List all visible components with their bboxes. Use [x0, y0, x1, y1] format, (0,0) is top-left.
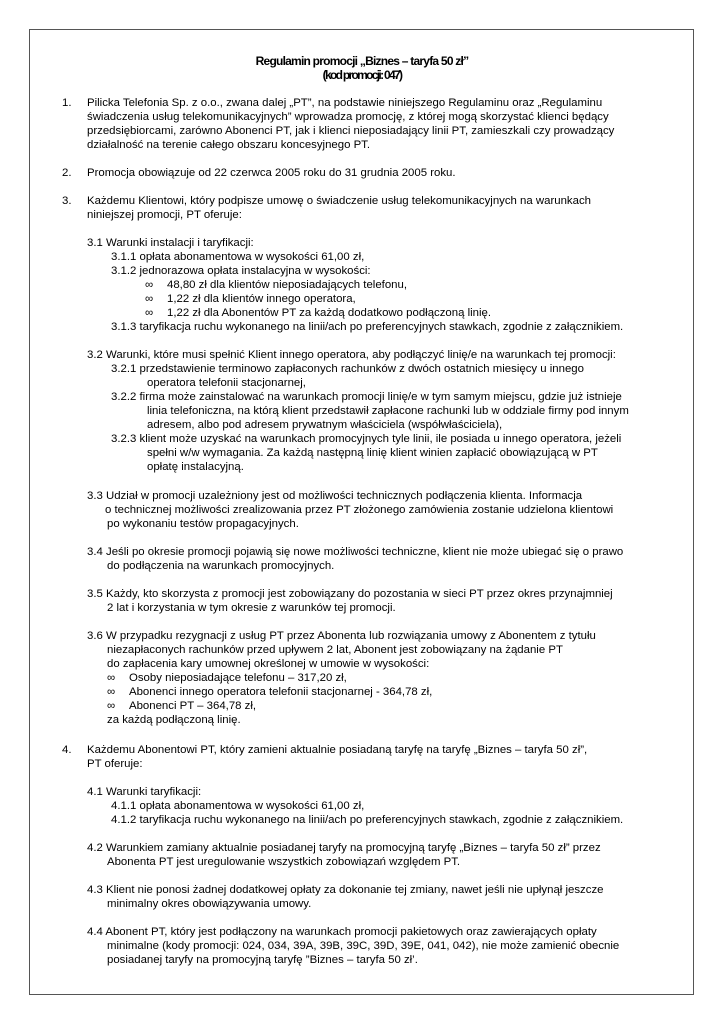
- item-3-2-1: operatora telefonii stacjonarnej,: [147, 377, 306, 389]
- paragraph-3-line: Każdemu Klientowi, który podpisze umowę o świadczenie usług telekomunikacyjnych na warunkach: [87, 195, 591, 207]
- item-3-2-2: 3.2.2 firma może zainstalować na warunkach promocji linię/e w tym samym miejscu, gdzie już istnieje: [111, 391, 622, 403]
- infinity-bullet-icon: ∞: [145, 279, 154, 291]
- paragraph-number: 1.: [62, 97, 72, 109]
- item-3-1-2: 3.1.2 jednorazowa opłata instalacyjna w wysokości:: [111, 265, 371, 277]
- paragraph-4-line: PT oferuje:: [87, 758, 143, 770]
- paragraph-3-line: niniejszej promocji, PT oferuje:: [87, 209, 242, 221]
- item-3-2-3: spełni w/w wymagania. Za każdą następną linię klient winien zapłacić obowiązującą w PT: [147, 447, 598, 459]
- paragraph-1-line: działalność na terenie całego obszaru koncesyjnego PT.: [87, 139, 371, 151]
- infinity-bullet-icon: ∞: [145, 293, 154, 305]
- paragraph-number: 4.: [62, 744, 72, 756]
- section-3-6: 3.6 W przypadku rezygnacji z usług PT przez Abonenta lub rozwiązania umowy z Abonentem z tytułu: [87, 630, 596, 642]
- item-3-1-1: 3.1.1 opłata abonamentowa w wysokości 61,00 zł,: [111, 251, 365, 263]
- infinity-bullet-icon: ∞: [107, 700, 116, 712]
- promotion-code: (kod promocji: 047): [322, 68, 402, 82]
- section-3-3: 3.3 Udział w promocji uzależniony jest od możliwości technicznych podłączenia klienta. Informacja: [87, 490, 583, 502]
- penalty-option: Abonenci PT – 364,78 zł,: [129, 700, 257, 712]
- item-4-1-2: 4.1.2 taryfikacja ruchu wykonanego na linii/ach po preferencyjnych stawkach, zgodnie z załącznikiem.: [111, 814, 624, 826]
- section-3-3: po wykonaniu testów propagacyjnych.: [107, 518, 299, 530]
- paragraph-number: 3.: [62, 195, 72, 207]
- item-3-2-2: adresem, albo pod adresem prywatnym właściciela (współwłaściciela),: [147, 419, 503, 431]
- section-3-5: 3.5 Każdy, kto skorzysta z promocji jest zobowiązany do pozostania w sieci PT przez okres przynajmniej: [87, 588, 613, 600]
- document-title: Regulamin promocji „Biznes – taryfa 50 zł”: [255, 54, 469, 68]
- section-3-3: o technicznej możliwości zrealizowania przez PT złożonego zamówienia zostanie udzielona klientowi: [105, 504, 614, 516]
- paragraph-2-text: Promocja obowiązuje od 22 czerwca 2005 roku do 31 grudnia 2005 roku.: [87, 167, 456, 179]
- section-4-1-heading: 4.1 Warunki taryfikacji:: [87, 786, 202, 798]
- item-3-1-3: 3.1.3 taryfikacja ruchu wykonanego na linii/ach po preferencyjnych stawkach, zgodnie z załącznikiem.: [111, 321, 624, 333]
- section-3-1-heading: 3.1 Warunki instalacji i taryfikacji:: [87, 237, 254, 249]
- section-3-6: niezapłaconych rachunków przed upływem 2 lat, Abonent jest zobowiązany na żądanie PT: [107, 644, 563, 656]
- section-4-2: 4.2 Warunkiem zamiany aktualnie posiadanej taryfy na promocyjną taryfę „Biznes – taryfa 50 zł” przez: [87, 842, 601, 854]
- section-3-6: do zapłacenia kary umownej określonej w umowie w wysokości:: [107, 658, 430, 670]
- infinity-bullet-icon: ∞: [107, 686, 116, 698]
- infinity-bullet-icon: ∞: [145, 307, 154, 319]
- fee-option: 48,80 zł dla klientów nieposiadających telefonu,: [167, 279, 407, 291]
- penalty-option: Osoby nieposiadające telefonu – 317,20 zł,: [129, 672, 347, 684]
- fee-option: 1,22 zł dla klientów innego operatora,: [167, 293, 356, 305]
- item-3-2-1: 3.2.1 przedstawienie terminowo zapłaconych rachunków z dwóch ostatnich miesięcy u innego: [111, 363, 584, 375]
- infinity-bullet-icon: ∞: [107, 672, 116, 684]
- section-4-3: minimalny okres obowiązywania umowy.: [107, 898, 312, 910]
- section-3-2-heading: 3.2 Warunki, które musi spełnić Klient innego operatora, aby podłączyć linię/e na warunkach tej promocji:: [87, 349, 616, 361]
- item-3-2-3: opłatę instalacyjną.: [147, 461, 244, 473]
- paragraph-1-line: świadczenia usług telekomunikacyjnych” wprowadza promocję, z której mogą skorzystać klienci będący: [87, 111, 609, 123]
- penalty-option: Abonenci innego operatora telefonii stacjonarnej - 364,78 zł,: [129, 686, 433, 698]
- item-4-1-1: 4.1.1 opłata abonamentowa w wysokości 61,00 zł,: [111, 800, 365, 812]
- section-3-5: 2 lat i korzystania w tym okresie z warunków tej promocji.: [107, 602, 396, 614]
- section-3-4: 3.4 Jeśli po okresie promocji pojawią się nowe możliwości techniczne, klient nie może ubiegać się o prawo: [87, 546, 624, 558]
- section-4-2: Abonenta PT jest uregulowanie wszystkich zobowiązań względem PT.: [107, 856, 461, 868]
- paragraph-number: 2.: [62, 167, 72, 179]
- section-3-4: do podłączenia na warunkach promocyjnych.: [107, 560, 335, 572]
- section-4-4: minimalne (kody promocji: 024, 034, 39A, 39B, 39C, 39D, 39E, 041, 042), nie może zamienić obecnie: [107, 940, 620, 952]
- item-3-2-2: linia telefoniczna, na którą klient przedstawił zapłacone rachunki lub w oddziale firmy pod innym: [147, 405, 629, 417]
- section-3-6-tail: za każdą podłączoną linię.: [107, 714, 241, 726]
- paragraph-1-line: przedsiębiorcami, zarówno Abonenci PT, jak i klienci nieposiadający linii PT, zamieszkali czy prowadzący: [87, 125, 615, 137]
- item-3-2-3: 3.2.3 klient może uzyskać na warunkach promocyjnych tyle linii, ile posiada u innego operatora, jeżeli: [111, 433, 622, 445]
- section-4-4: posiadanej taryfy na promocyjną taryfę ”Biznes – taryfa 50 zł’.: [107, 954, 418, 966]
- section-4-4: 4.4 Abonent PT, który jest podłączony na warunkach promocji pakietowych oraz zawierających opłaty: [87, 926, 597, 938]
- paragraph-1-line: Pilicka Telefonia Sp. z o.o., zwana dalej „PT”, na podstawie niniejszego Regulaminu oraz „Regulaminu: [87, 97, 603, 109]
- paragraph-4-line: Każdemu Abonentowi PT, który zamieni aktualnie posiadaną taryfę na taryfę „Biznes – taryfa 50 zł”,: [87, 744, 588, 756]
- fee-option: 1,22 zł dla Abonentów PT za każdą dodatkowo podłączoną linię.: [167, 307, 492, 319]
- section-4-3: 4.3 Klient nie ponosi żadnej dodatkowej opłaty za dokonanie tej zmiany, nawet jeśli nie upłynął jeszcze: [87, 884, 604, 896]
